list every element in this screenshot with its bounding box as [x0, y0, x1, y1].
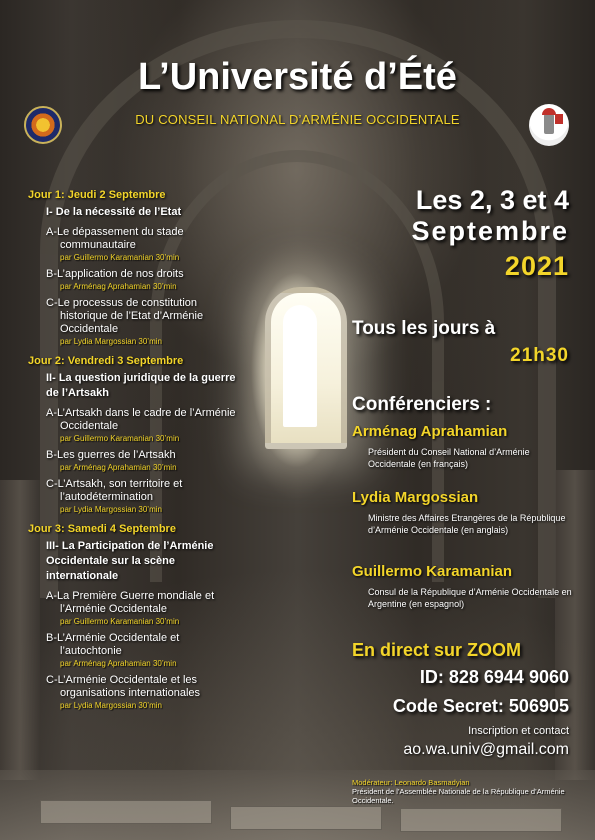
- dates-year: 2021: [504, 251, 569, 281]
- speaker-entry: [352, 489, 577, 536]
- day-block: [28, 355, 238, 515]
- program: [28, 189, 238, 719]
- moderator-label: Modérateur:: [352, 778, 393, 787]
- talk-title: B-Les guerres de l’Artsakh: [46, 449, 176, 461]
- talk-speaker: par Guillermo Karamanian 30’min: [60, 434, 180, 443]
- poster-title: L’Université d’Été: [138, 56, 457, 98]
- talk-speaker: par Lydia Margossian 30’min: [60, 337, 162, 346]
- poster-subtitle: DU CONSEIL NATIONAL D’ARMÉNIE OCCIDENTALE: [135, 112, 460, 127]
- day-heading: Jour 3: Samedi 4 Septembre: [28, 523, 176, 535]
- talk-speaker: par Arménag Aprahamian 30’min: [60, 659, 177, 668]
- speaker-name: Arménag Aprahamian: [352, 423, 508, 440]
- moderator-name: Leonardo Basmadyian: [394, 778, 470, 787]
- day-heading: Jour 1: Jeudi 2 Septembre: [28, 189, 166, 201]
- talk-speaker: par Guillermo Karamanian 30’min: [60, 253, 180, 262]
- talk-title: A-Le dépassement du stade communautaire: [46, 226, 184, 251]
- day-heading: Jour 2: Vendredi 3 Septembre: [28, 355, 184, 367]
- talk-title: A-L’Artsakh dans le cadre de l’Arménie Occidentale: [46, 407, 236, 432]
- speaker-role: Président du Conseil National d’Arménie Occidentale (en français): [368, 447, 530, 469]
- day-block: [28, 523, 238, 711]
- dates-month: Septembre: [411, 216, 569, 246]
- day-block: [28, 189, 238, 347]
- speaker-role: Consul de la République d’Arménie Occidentale en Argentine (en espagnol): [368, 587, 572, 609]
- day-theme: III- La Participation de l’Arménie Occidentale sur la scène internationale: [46, 540, 214, 582]
- event-time: 21h30: [510, 345, 569, 366]
- floor-slab: [400, 808, 562, 832]
- zoom-meeting-id: ID: 828 6944 9060: [419, 667, 569, 687]
- moderator-credit: [352, 778, 595, 805]
- talk-title: C-L’Arménie Occidentale et les organisations internationales: [46, 674, 201, 699]
- talk-title: A-La Première Guerre mondiale et l’Arménie Occidentale: [46, 590, 215, 615]
- talk: [46, 449, 238, 473]
- talk: [46, 478, 238, 515]
- live-on-zoom: En direct sur ZOOM: [352, 640, 522, 660]
- talk: [46, 674, 238, 711]
- speaker-name: Guillermo Karamanian: [352, 563, 513, 580]
- talk: [46, 407, 238, 444]
- contact-label: Inscription et contact: [468, 725, 569, 737]
- talk: [46, 632, 238, 669]
- speakers-heading: Conférenciers :: [352, 394, 492, 415]
- floor-slab: [230, 806, 382, 830]
- contact-email[interactable]: ao.wa.univ@gmail.com: [403, 741, 569, 758]
- speaker-entry: [352, 563, 577, 610]
- talk-speaker: par Lydia Margossian 30’min: [60, 505, 162, 514]
- talk-speaker: par Arménag Aprahamian 30’min: [60, 282, 177, 291]
- talk-title: B-L’Arménie Occidentale et l’autochtonie: [46, 632, 180, 657]
- day-theme: I- De la nécessité de l’Etat: [46, 206, 182, 218]
- floor-slab: [40, 800, 212, 824]
- speaker-role: Ministre des Affaires Etrangères de la République d’Arménie Occidentale (en anglais): [368, 513, 566, 535]
- talk: [46, 268, 238, 292]
- speaker-entry: [352, 423, 577, 470]
- talk-speaker: par Arménag Aprahamian 30’min: [60, 463, 177, 472]
- speaker-name: Lydia Margossian: [352, 489, 479, 506]
- event-dates: [411, 184, 569, 286]
- talk-speaker: par Guillermo Karamanian 30’min: [60, 617, 180, 626]
- daily-label: Tous les jours à: [352, 318, 496, 339]
- talk-title: C-L’Artsakh, son territoire et l’autodétermination: [46, 478, 183, 503]
- dates-days: Les 2, 3 et 4: [415, 185, 569, 215]
- moderator-role: Président de l’Assemblée Nationale de la République d’Arménie Occidentale.: [352, 787, 565, 805]
- talk-title: C-Le processus de constitution historique de l’Etat d’Arménie Occidentale: [46, 297, 204, 335]
- zoom-passcode: Code Secret: 506905: [392, 696, 569, 716]
- talk: [46, 297, 238, 347]
- talk-title: B-L’application de nos droits: [46, 268, 184, 280]
- talk: [46, 590, 238, 627]
- talk-speaker: par Lydia Margossian 30’min: [60, 701, 162, 710]
- background-window-light: [283, 305, 317, 427]
- day-theme: II- La question juridique de la guerre de l’Artsakh: [46, 372, 236, 399]
- talk: [46, 226, 238, 263]
